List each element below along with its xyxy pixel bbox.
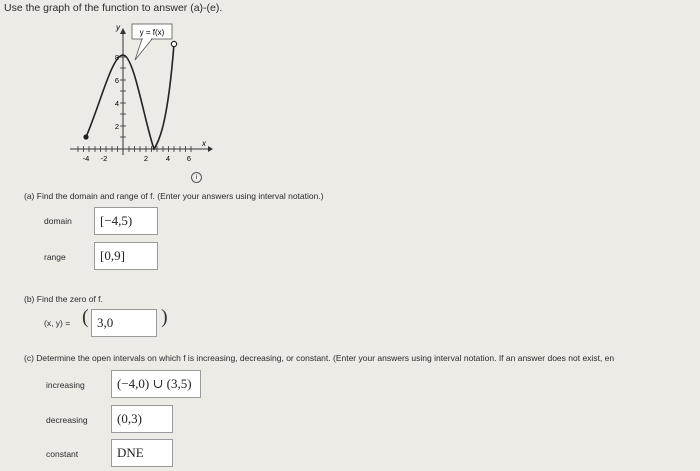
x-tick-label: -2 — [100, 154, 108, 163]
function-curve — [86, 44, 174, 149]
constant-label: constant — [46, 449, 79, 459]
part-b-question: (b) Find the zero of f. — [24, 294, 103, 304]
y-tick-label: 8 — [114, 53, 119, 62]
question-prompt: Use the graph of the function to answer (a)-(e). — [4, 2, 223, 14]
zero-input[interactable]: 3,0 — [91, 309, 157, 337]
open-endpoint — [171, 41, 176, 46]
domain-input[interactable]: [−4,5) — [94, 207, 158, 235]
y-tick-label: 2 — [114, 122, 119, 131]
part-c-question: (c) Determine the open intervals on which f is increasing, decreasing, or constant. (Enter your answers using interval notation. If an answer does not exist, en — [24, 353, 615, 363]
info-icon[interactable]: i — [191, 172, 202, 183]
function-label: y = f(x) — [139, 28, 165, 37]
open-paren: ( — [82, 306, 89, 328]
part-a-question: (a) Find the domain and range of f. (Enter your answers using interval notation.) — [24, 191, 324, 201]
closed-endpoint — [83, 134, 88, 139]
point-label: (x, y) = — [44, 318, 71, 328]
increasing-input[interactable]: (−4,0) ∪ (3,5) — [111, 370, 201, 398]
y-axis-label: y — [116, 23, 120, 32]
range-label: range — [44, 252, 66, 262]
close-paren: ) — [161, 306, 168, 328]
x-tick-label: 2 — [143, 154, 149, 163]
function-graph — [60, 20, 220, 170]
constant-input[interactable]: DNE — [111, 439, 173, 467]
y-tick-label: 4 — [114, 99, 119, 108]
x-tick-label: 4 — [165, 154, 171, 163]
y-tick-label: 6 — [114, 76, 119, 85]
domain-label: domain — [44, 216, 72, 226]
x-axis-label: x — [202, 139, 206, 148]
decreasing-input[interactable]: (0,3) — [111, 405, 173, 433]
increasing-label: increasing — [46, 380, 85, 390]
range-input[interactable]: [0,9] — [94, 242, 158, 270]
decreasing-label: decreasing — [46, 415, 88, 425]
x-tick-label: -4 — [82, 154, 90, 163]
x-tick-label: 6 — [186, 154, 192, 163]
